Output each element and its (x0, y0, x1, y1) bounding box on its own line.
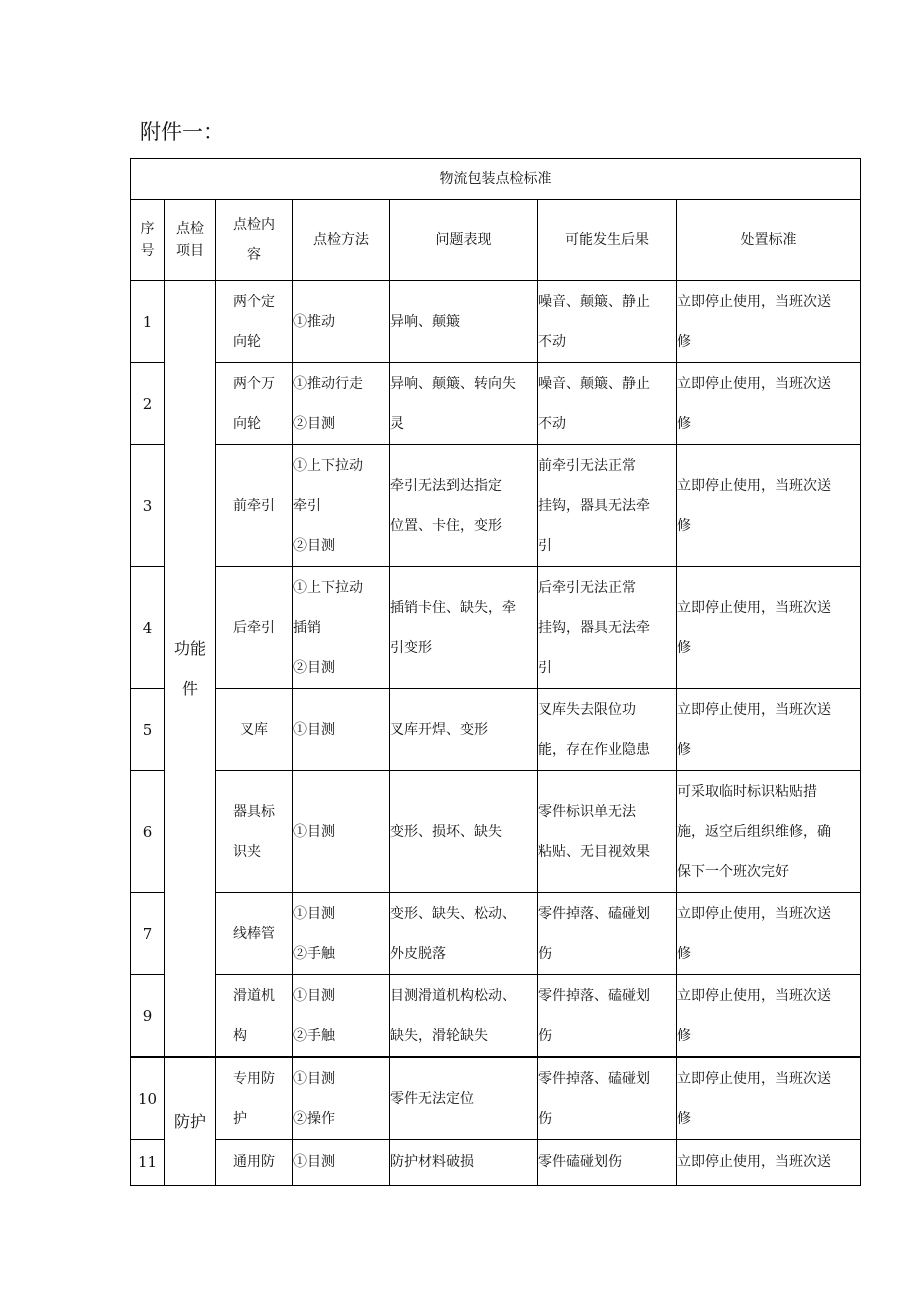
cell-content: 器具标 识夹 (216, 771, 293, 893)
table-row (131, 1057, 861, 1140)
row-number: 6 (131, 771, 165, 893)
cell-problem: 叉库开焊、变形 (390, 689, 538, 771)
cell-consequence: 后牵引无法正常 挂钩，器具无法牵 引 (538, 567, 677, 689)
cell-consequence: 零件掉落、磕碰划 伤 (538, 1057, 677, 1140)
cell-consequence: 零件掉落、磕碰划 伤 (538, 893, 677, 975)
inspection-standard-table (130, 158, 861, 1186)
cell-consequence: 零件标识单无法 粘贴、无目视效果 (538, 771, 677, 893)
cell-method: ①目测 (293, 771, 390, 893)
cell-disposal: 立即停止使用，当班次送 修 (677, 363, 861, 445)
cell-consequence: 噪音、颠簸、静止 不动 (538, 281, 677, 363)
cell-disposal: 立即停止使用，当班次送 修 (677, 281, 861, 363)
table-row (131, 567, 861, 689)
cell-consequence: 噪音、颠簸、静止 不动 (538, 363, 677, 445)
header-item: 点检 项目 (165, 200, 216, 281)
header-consequence: 可能发生后果 (538, 200, 677, 281)
cell-content: 通用防 (216, 1140, 293, 1186)
cell-method: ①目测 ②手触 (293, 893, 390, 975)
table-row (131, 689, 861, 771)
cell-method: ①目测 (293, 689, 390, 771)
cell-disposal: 立即停止使用，当班次送 修 (677, 567, 861, 689)
cell-content: 两个定 向轮 (216, 281, 293, 363)
table-row (131, 281, 861, 363)
cell-disposal: 立即停止使用，当班次送 (677, 1140, 861, 1186)
group-protection: 防护 (165, 1057, 216, 1186)
header-content: 点检内 容 (216, 200, 293, 281)
cell-content: 前牵引 (216, 445, 293, 567)
cell-content: 后牵引 (216, 567, 293, 689)
cell-method: ①推动 (293, 281, 390, 363)
cell-method: ①目测 ②手触 (293, 975, 390, 1058)
table-row (131, 363, 861, 445)
row-number: 1 (131, 281, 165, 363)
cell-content: 两个万 向轮 (216, 363, 293, 445)
cell-problem: 异响、颠簸、转向失 灵 (390, 363, 538, 445)
cell-problem: 插销卡住、缺失，牵 引变形 (390, 567, 538, 689)
row-number: 9 (131, 975, 165, 1058)
cell-content: 叉库 (216, 689, 293, 771)
header-method: 点检方法 (293, 200, 390, 281)
cell-method: ①上下拉动 插销 ②目测 (293, 567, 390, 689)
cell-disposal: 立即停止使用，当班次送 修 (677, 1057, 861, 1140)
cell-disposal: 立即停止使用，当班次送 修 (677, 975, 861, 1058)
cell-disposal: 立即停止使用，当班次送 修 (677, 689, 861, 771)
cell-disposal: 立即停止使用，当班次送 修 (677, 893, 861, 975)
cell-problem: 异响、颠簸 (390, 281, 538, 363)
cell-method: ①上下拉动 牵引 ②目测 (293, 445, 390, 567)
header-problem: 问题表现 (390, 200, 538, 281)
header-row (131, 200, 861, 281)
row-number: 11 (131, 1140, 165, 1186)
cell-consequence: 零件掉落、磕碰划 伤 (538, 975, 677, 1058)
cell-content: 线棒管 (216, 893, 293, 975)
cell-problem: 牵引无法到达指定 位置、卡住，变形 (390, 445, 538, 567)
table-row (131, 975, 861, 1058)
table-title: 物流包装点检标准 (131, 159, 861, 200)
cell-content: 专用防 护 (216, 1057, 293, 1140)
cell-consequence: 零件磕碰划伤 (538, 1140, 677, 1186)
table-row (131, 893, 861, 975)
row-number: 4 (131, 567, 165, 689)
table-row (131, 771, 861, 893)
table-row (131, 445, 861, 567)
attachment-heading: 附件一： (140, 120, 224, 144)
cell-problem: 变形、缺失、松动、 外皮脱落 (390, 893, 538, 975)
row-number: 2 (131, 363, 165, 445)
row-number: 10 (131, 1057, 165, 1140)
cell-disposal: 可采取临时标识粘贴措 施，返空后组织维修，确 保下一个班次完好 (677, 771, 861, 893)
cell-problem: 目测滑道机构松动、 缺失，滑轮缺失 (390, 975, 538, 1058)
cell-problem: 防护材料破损 (390, 1140, 538, 1186)
cell-content: 滑道机 构 (216, 975, 293, 1058)
cell-disposal: 立即停止使用，当班次送 修 (677, 445, 861, 567)
row-number: 5 (131, 689, 165, 771)
cell-method: ①推动行走 ②目测 (293, 363, 390, 445)
cell-method: ①目测 ②操作 (293, 1057, 390, 1140)
cell-consequence: 叉库失去限位功 能，存在作业隐患 (538, 689, 677, 771)
header-disposal: 处置标准 (677, 200, 861, 281)
group-functional-parts: 功能 件 (165, 281, 216, 1058)
cell-problem: 零件无法定位 (390, 1057, 538, 1140)
cell-problem: 变形、损坏、缺失 (390, 771, 538, 893)
header-seq: 序 号 (131, 200, 165, 281)
row-number: 3 (131, 445, 165, 567)
table-row (131, 1140, 861, 1186)
cell-method: ①目测 (293, 1140, 390, 1186)
row-number: 7 (131, 893, 165, 975)
cell-consequence: 前牵引无法正常 挂钩，器具无法牵 引 (538, 445, 677, 567)
